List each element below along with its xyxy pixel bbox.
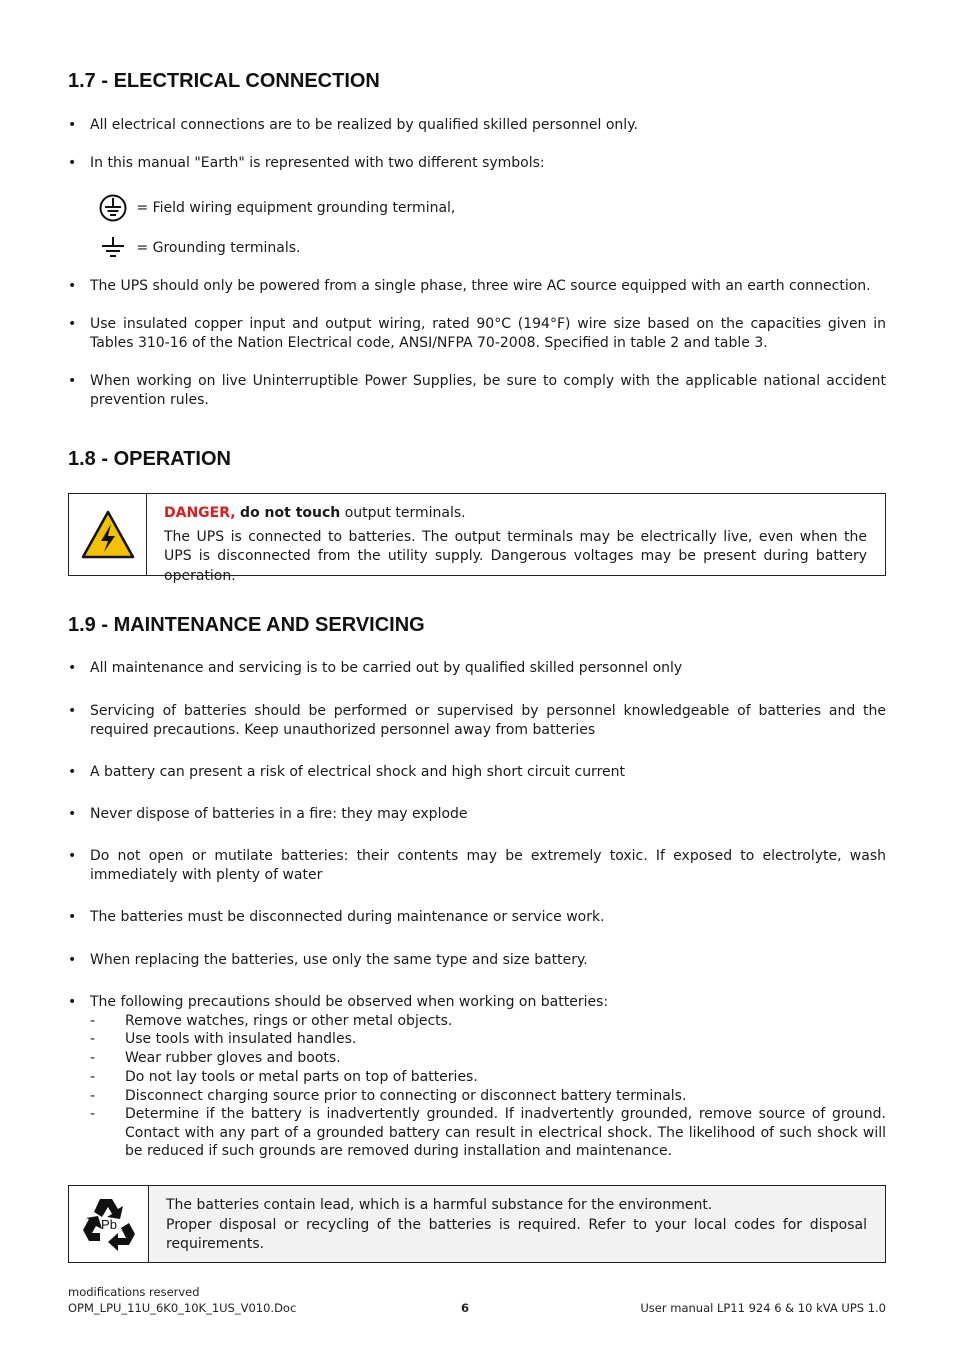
danger-body: The UPS is connected to batteries. The output terminals may be electrically live, even when the UPS is disconnected from the utility supply. Dangerous voltages may be present during battery operation. [164, 528, 867, 584]
list-item: • When working on live Uninterruptible Power Supplies, be sure to comply with the applicable national accident prevention rules. [68, 373, 886, 408]
list-item: • All electrical connections are to be realized by qualified skilled personnel only. [68, 117, 638, 133]
lead-symbol-text: Pb [100, 1217, 117, 1232]
recycle-lead-icon [78, 1193, 140, 1255]
list-item: • Do not open or mutilate batteries: their contents may be extremely toxic. If exposed to electrolyte, wash immediately with plenty of water [68, 848, 886, 883]
section-title-operation: 1.8 - OPERATION [68, 448, 231, 470]
lead-notice [68, 1185, 886, 1263]
high-voltage-warning-icon [80, 509, 136, 561]
list-item: • When replacing the batteries, use only the same type and size battery. [68, 952, 588, 968]
list-item: • The UPS should only be powered from a single phase, three wire AC source equipped with an earth connection. [68, 278, 871, 294]
precaution-item: - Remove watches, rings or other metal objects. [90, 1013, 453, 1029]
symbol-description: = Grounding terminals. [136, 240, 301, 256]
danger-emphasis: do not touch [240, 505, 341, 521]
ground-icon [98, 236, 128, 260]
section-title-maintenance: 1.9 - MAINTENANCE AND SERVICING [68, 614, 425, 636]
footer-note: modifications reserved [68, 1285, 200, 1299]
list-item: • Use insulated copper input and output wiring, rated 90°C (194°F) wire size based on the capacities given in Tables 310-16 of the Nation Electrical code, ANSI/NFPA 70-2008. Specified in table 2 and table 3. [68, 316, 886, 351]
footer-manual-title: User manual LP11 924 6 & 10 kVA UPS 1.0 [640, 1301, 886, 1315]
section-title-electrical-connection: 1.7 - ELECTRICAL CONNECTION [68, 70, 380, 92]
lead-notice-line1: The batteries contain lead, which is a harmful substance for the environment. [166, 1197, 713, 1213]
precaution-item: - Determine if the battery is inadvertently grounded. If inadvertently grounded, remove source of ground. Contact with any part of a grounded battery can result in electrical shock. The likelihood of such shock will be reduced if such grounds are removed during installation and maintenance. [90, 1106, 886, 1159]
protective-earth-icon [98, 193, 128, 223]
list-item: • The batteries must be disconnected during maintenance or service work. [68, 909, 605, 925]
precaution-item: - Use tools with insulated handles. [90, 1031, 357, 1047]
list-item: • A battery can present a risk of electrical shock and high short circuit current [68, 764, 625, 780]
ground-symbol-row [98, 236, 300, 260]
danger-rest: output terminals. [344, 505, 466, 521]
precaution-item: - Do not lay tools or metal parts on top of batteries. [90, 1069, 478, 1085]
lead-notice-line2: Proper disposal or recycling of the batteries is required. Refer to your local codes for disposal requirements. [166, 1216, 867, 1252]
page-number: 6 [461, 1301, 470, 1315]
list-item: • In this manual "Earth" is represented with two different symbols: [68, 155, 545, 171]
earth-symbol-row [98, 193, 455, 223]
list-item: • Never dispose of batteries in a fire: they may explode [68, 806, 468, 822]
precaution-item: - Disconnect charging source prior to connecting or disconnect battery terminals. [90, 1088, 687, 1104]
precaution-item: - Wear rubber gloves and boots. [90, 1050, 341, 1066]
list-item: • The following precautions should be observed when working on batteries: [68, 994, 609, 1010]
list-item: • Servicing of batteries should be performed or supervised by personnel knowledgeable of batteries and the required precautions. Keep unauthorized personnel away from batteries [68, 703, 886, 738]
danger-notice [68, 493, 886, 584]
symbol-description: = Field wiring equipment grounding terminal, [136, 200, 456, 216]
danger-label: DANGER, [164, 505, 236, 521]
footer-doc-name: OPM_LPU_11U_6K0_10K_1US_V010.Doc [68, 1301, 297, 1315]
list-item: • All maintenance and servicing is to be carried out by qualified skilled personnel only [68, 660, 683, 676]
